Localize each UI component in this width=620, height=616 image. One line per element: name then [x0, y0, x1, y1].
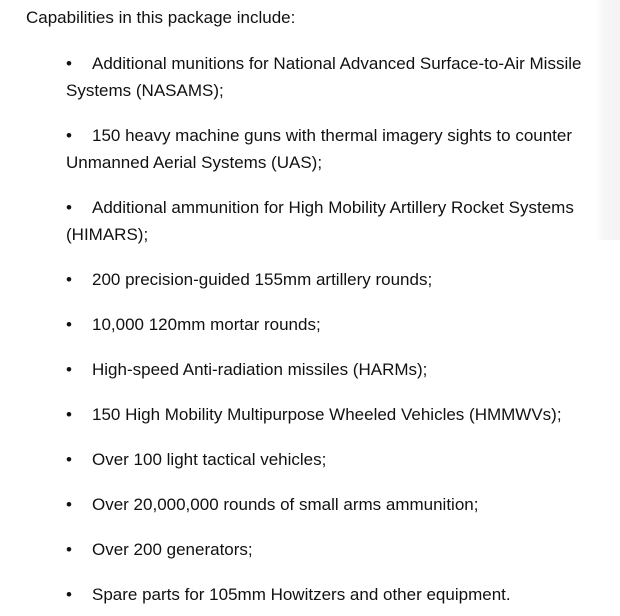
list-item [66, 536, 611, 563]
bullet-icon: • [66, 360, 72, 379]
list-item [66, 491, 611, 518]
list-item [66, 50, 611, 104]
bullet-icon: • [66, 54, 72, 73]
bullet-icon: • [66, 270, 72, 289]
list-item-text: 10,000 120mm mortar rounds; [92, 315, 321, 334]
bullet-icon: • [66, 315, 72, 334]
list-item-text: High-speed Anti-radiation missiles (HARMs); [92, 360, 428, 379]
list-item-text: Over 100 light tactical vehicles; [92, 450, 327, 469]
list-item-text: 150 High Mobility Multipurpose Wheeled Vehicles (HMMWVs); [92, 405, 562, 424]
list-item [66, 401, 611, 428]
bullet-icon: • [66, 495, 72, 514]
list-item [66, 581, 611, 608]
list-item [66, 446, 611, 473]
intro-paragraph: Capabilities in this package include: [26, 8, 296, 27]
list-item-text: 200 precision-guided 155mm artillery rounds; [92, 270, 433, 289]
bullet-icon: • [66, 405, 72, 424]
list-item [66, 311, 611, 338]
bullet-icon: • [66, 540, 72, 559]
bullet-icon: • [66, 450, 72, 469]
list-item-text: Over 200 generators; [92, 540, 253, 559]
list-item [66, 122, 611, 176]
list-item-text: Over 20,000,000 rounds of small arms ammunition; [92, 495, 479, 514]
list-item [66, 194, 611, 248]
list-item-text: Spare parts for 105mm Howitzers and other equipment. [92, 585, 511, 604]
list-item-text: 150 heavy machine guns with thermal imagery sights to counter Unmanned Aerial Systems (UAS); [66, 126, 573, 172]
bullet-icon: • [66, 198, 72, 217]
list-item-text: Additional ammunition for High Mobility Artillery Rocket Systems (HIMARS); [66, 198, 574, 244]
list-item-text: Additional munitions for National Advanced Surface-to-Air Missile Systems (NASAMS); [66, 54, 582, 100]
bullet-icon: • [66, 585, 72, 604]
list-item [66, 356, 611, 383]
bullet-icon: • [66, 126, 72, 145]
list-item [66, 266, 611, 293]
